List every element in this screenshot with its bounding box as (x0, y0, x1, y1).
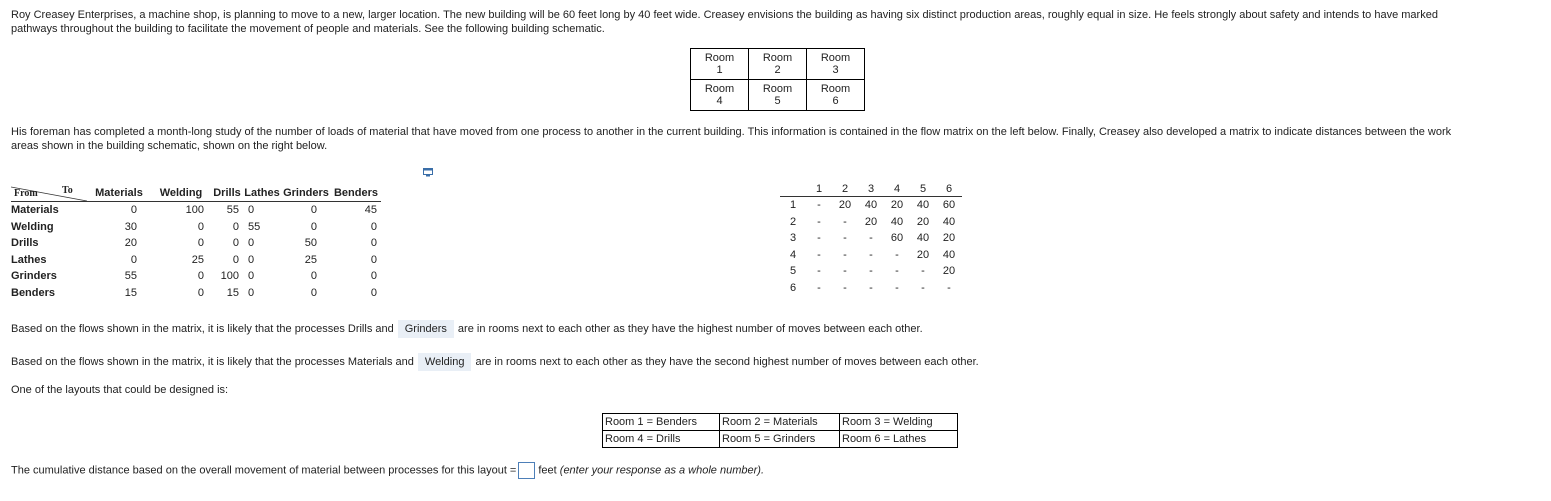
distance-cell: - (817, 281, 821, 294)
distance-cell: - (869, 281, 873, 294)
flow-col-header: Lathes (243, 184, 281, 202)
final-question-text: The cumulative distance based on the overall movement of material between processes for this layout = (11, 464, 517, 477)
flow-from-to-header (11, 184, 87, 202)
distance-cell: - (869, 248, 873, 261)
question-1-answer[interactable]: Grinders (398, 320, 454, 338)
schematic-room-2: Room 2 (749, 49, 807, 80)
layout-cell: Room 1 = Benders (603, 414, 720, 431)
distance-cell: - (895, 281, 899, 294)
distance-row-label: 5 (789, 265, 797, 278)
layout-cell: Room 5 = Grinders (720, 431, 840, 448)
flow-cell: 20 (124, 237, 137, 250)
distance-corner (780, 181, 806, 197)
question-2-text-before: Based on the flows shown in the matrix, it is likely that the processes Materials and (11, 356, 414, 368)
flow-row-label: Drills (11, 237, 39, 250)
layout-cell: Room 4 = Drills (603, 431, 720, 448)
distance-cell: - (817, 265, 821, 278)
flow-cell: 0 (310, 270, 317, 283)
flow-cell: 0 (248, 237, 255, 250)
flow-cell: 30 (124, 220, 137, 233)
question-2-text-after: are in rooms next to each other as they have the second highest number of moves between each other. (475, 356, 979, 368)
schematic-room-5: Room 5 (749, 80, 807, 111)
foreman-line-1: His foreman has completed a month-long study of the number of loads of material that have moved from one process to another in the current building. This information is contained in the flow matrix on the left below. Finally, Creasey also developed a matrix to indicate distances between the work (11, 126, 1452, 138)
flow-cell: 0 (248, 270, 255, 283)
flow-row-label: Grinders (11, 270, 57, 283)
question-2 (11, 353, 979, 371)
flow-row-label: Lathes (11, 253, 47, 266)
final-unit: feet (538, 464, 557, 477)
flow-cell: 0 (130, 253, 137, 266)
copy-icon[interactable] (423, 168, 433, 180)
distance-cell: - (869, 265, 873, 278)
distance-cell: - (843, 265, 847, 278)
building-schematic (690, 48, 865, 111)
flow-row (11, 219, 381, 236)
schematic-room-1: Room 1 (691, 49, 749, 80)
flow-cell: 0 (232, 237, 239, 250)
flow-cell: 100 (220, 270, 239, 283)
distance-row-label: 4 (789, 248, 797, 261)
flow-cell: 0 (248, 253, 255, 266)
flow-cell: 0 (370, 237, 377, 250)
flow-col-header: Grinders (281, 184, 331, 202)
flow-cell: 55 (124, 270, 137, 283)
distance-cell: - (843, 281, 847, 294)
flow-cell: 0 (197, 237, 204, 250)
layout-cell: Room 2 = Materials (720, 414, 840, 431)
distance-cell: 20 (942, 265, 956, 278)
flow-cell: 55 (226, 204, 239, 217)
flow-cell: 0 (197, 220, 204, 233)
from-label: From (14, 188, 38, 199)
distance-row (780, 214, 962, 231)
flow-row-label: Benders (11, 286, 56, 299)
distance-col-header: 1 (806, 181, 832, 197)
flow-col-header: Benders (331, 184, 381, 202)
distance-row-label: 1 (789, 199, 797, 212)
distance-col-header: 4 (884, 181, 910, 197)
flow-row (11, 235, 381, 252)
flow-cell: 25 (191, 253, 204, 266)
flow-cell: 0 (248, 204, 255, 217)
cumulative-distance-input[interactable] (518, 462, 535, 479)
distance-row-label: 6 (789, 281, 797, 294)
distance-row (780, 197, 962, 214)
distance-cell: 20 (916, 248, 930, 261)
question-1-text-after: are in rooms next to each other as they have the highest number of moves between each other. (457, 323, 923, 335)
distance-cell: 40 (942, 215, 956, 228)
flow-cell: 0 (370, 220, 377, 233)
distance-col-header: 2 (832, 181, 858, 197)
distance-cell: 20 (890, 199, 904, 212)
schematic-room-3: Room 3 (807, 49, 865, 80)
flow-col-header: Welding (151, 184, 211, 202)
layout-table (602, 413, 958, 448)
distance-cell: 60 (942, 199, 956, 212)
distance-cell: - (843, 248, 847, 261)
flow-row (11, 252, 381, 269)
distance-cell: - (843, 232, 847, 245)
distance-row (780, 230, 962, 247)
distance-col-header: 5 (910, 181, 936, 197)
distance-cell: - (817, 232, 821, 245)
distance-cell: 20 (916, 215, 930, 228)
flow-cell: 15 (124, 286, 137, 299)
distance-row-label: 2 (789, 215, 797, 228)
intro-line-1: Roy Creasey Enterprises, a machine shop, is planning to move to a new, larger location. The new building will be 60 feet long by 40 feet wide. Creasey envisions the building as having six distinct production areas, roughly equal in size. He feels strongly about safety and intends to have marked (11, 9, 1438, 21)
distance-row (780, 263, 962, 280)
flow-col-header: Materials (87, 184, 151, 202)
flow-row (11, 268, 381, 285)
flow-row (11, 285, 381, 302)
distance-cell: 20 (838, 199, 852, 212)
distance-cell: - (817, 215, 821, 228)
final-hint: (enter your response as a whole number). (559, 464, 764, 477)
flow-cell: 100 (185, 204, 204, 217)
final-question (11, 462, 764, 479)
distance-row-label: 3 (789, 232, 797, 245)
distance-cell: - (921, 265, 925, 278)
flow-cell: 0 (197, 270, 204, 283)
intro-line-2: pathways throughout the building to facilitate the movement of people and materials. See the following building schematic. (11, 23, 605, 35)
flow-cell: 0 (130, 204, 137, 217)
flow-cell: 0 (370, 286, 377, 299)
flow-matrix (11, 184, 381, 301)
schematic-room-4: Room 4 (691, 80, 749, 111)
distance-cell: - (947, 281, 951, 294)
flow-cell: 0 (197, 286, 204, 299)
schematic-room-6: Room 6 (807, 80, 865, 111)
question-1 (11, 320, 923, 338)
flow-cell: 45 (364, 204, 377, 217)
question-1-text-before: Based on the flows shown in the matrix, it is likely that the processes Drills and (11, 323, 394, 335)
flow-cell: 0 (370, 253, 377, 266)
distance-matrix (780, 181, 962, 296)
distance-cell: - (869, 232, 873, 245)
layout-intro: One of the layouts that could be designed is: (11, 384, 229, 396)
distance-cell: 40 (864, 199, 878, 212)
distance-col-header: 3 (858, 181, 884, 197)
distance-cell: 40 (890, 215, 904, 228)
flow-col-header: Drills (211, 184, 243, 202)
flow-cell: 0 (370, 270, 377, 283)
distance-cell: 60 (890, 232, 904, 245)
flow-cell: 0 (310, 220, 317, 233)
question-2-answer[interactable]: Welding (418, 353, 472, 371)
flow-row (11, 202, 381, 219)
flow-cell: 0 (232, 220, 239, 233)
distance-cell: - (843, 215, 847, 228)
flow-cell: 0 (232, 253, 239, 266)
flow-cell: 0 (310, 204, 317, 217)
flow-row-label: Welding (11, 220, 54, 233)
distance-cell: 40 (916, 199, 930, 212)
foreman-line-2: areas shown in the building schematic, shown on the right below. (11, 140, 328, 152)
layout-cell: Room 6 = Lathes (840, 431, 958, 448)
flow-cell: 0 (310, 286, 317, 299)
layout-cell: Room 3 = Welding (840, 414, 958, 431)
distance-cell: - (817, 199, 821, 212)
distance-col-header: 6 (936, 181, 962, 197)
distance-cell: - (895, 265, 899, 278)
distance-cell: 40 (916, 232, 930, 245)
flow-cell: 25 (304, 253, 317, 266)
distance-cell: 40 (942, 248, 956, 261)
intro-paragraph (11, 8, 1546, 36)
distance-cell: 20 (942, 232, 956, 245)
flow-cell: 15 (226, 286, 239, 299)
distance-row (780, 247, 962, 264)
distance-cell: - (817, 248, 821, 261)
to-label: To (62, 185, 73, 196)
flow-cell: 55 (248, 220, 261, 233)
distance-cell: - (895, 248, 899, 261)
flow-row-label: Materials (11, 204, 59, 217)
flow-cell: 50 (304, 237, 317, 250)
distance-cell: - (921, 281, 925, 294)
distance-cell: 20 (864, 215, 878, 228)
distance-row (780, 280, 962, 297)
foreman-paragraph (11, 125, 1546, 153)
flow-cell: 0 (248, 286, 255, 299)
